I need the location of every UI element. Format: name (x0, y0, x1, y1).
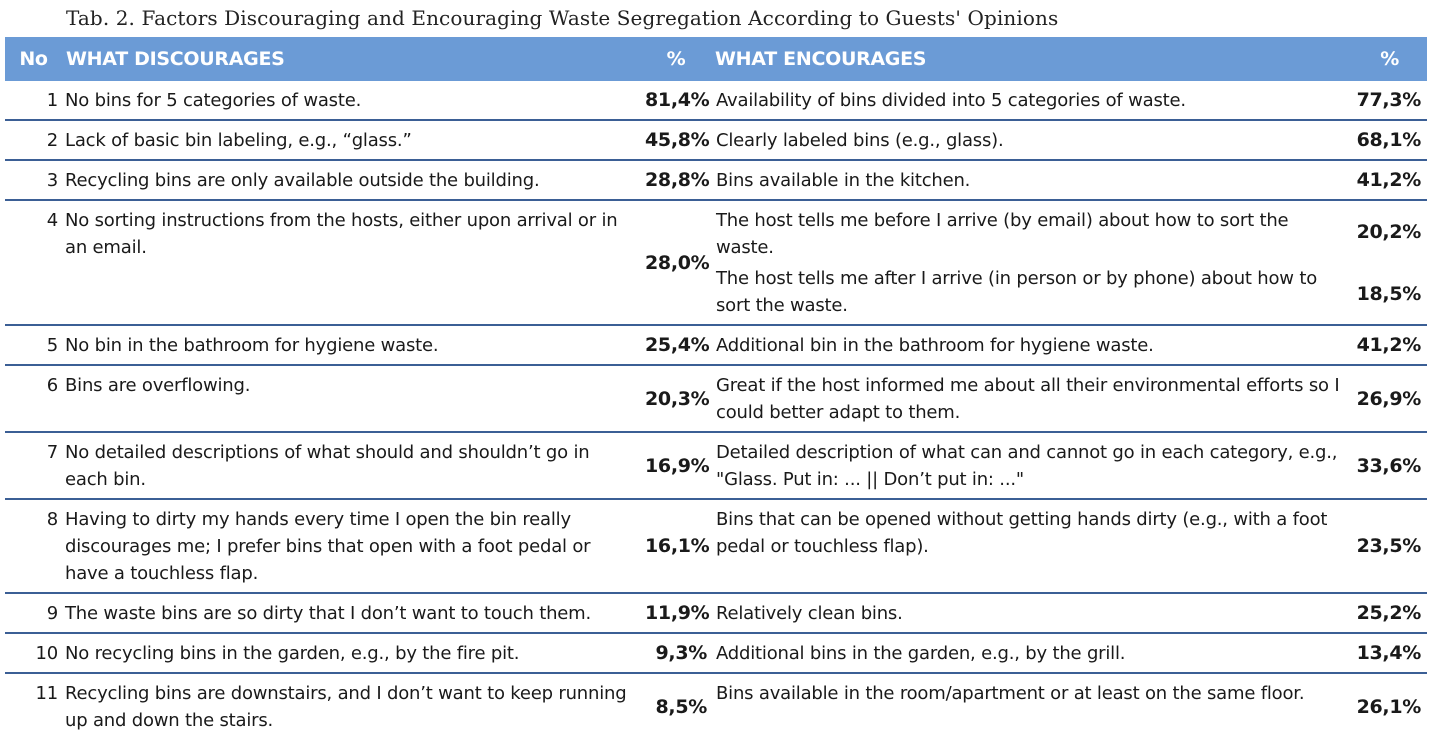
encourage-percent: 23,5% (1351, 499, 1427, 593)
discourage-percent: 28,0% (641, 200, 711, 325)
row-number: 5 (5, 325, 62, 365)
discourage-percent: 16,9% (641, 432, 711, 499)
discourage-text: Lack of basic bin labeling, e.g., “glass.” (62, 120, 641, 160)
discourage-percent: 28,8% (641, 160, 711, 200)
discourage-percent: 16,1% (641, 499, 711, 593)
table-row (5, 499, 1427, 593)
discourage-percent: 25,4% (641, 325, 711, 365)
table-row (5, 325, 1427, 365)
encourage-text: Bins that can be opened without getting hands dirty (e.g., with a foot pedal or touchless flap). (711, 499, 1351, 593)
row-number: 8 (5, 499, 62, 593)
discourage-text: No detailed descriptions of what should and shouldn’t go in each bin. (62, 432, 641, 499)
encourage-percent: 13,4% (1351, 633, 1427, 673)
encourage-text: Relatively clean bins. (711, 593, 1351, 633)
encourage-text: Great if the host informed me about all their environmental efforts so I could better adapt to them. (711, 365, 1351, 432)
discourage-percent: 81,4% (641, 81, 711, 120)
encourage-percent: 26,9% (1351, 365, 1427, 432)
encourage-text: Availability of bins divided into 5 categories of waste. (711, 81, 1351, 120)
table-row (5, 365, 1427, 432)
table-row (5, 593, 1427, 633)
row-number: 11 (35, 683, 58, 704)
encourage-text: Detailed description of what can and cannot go in each category, e.g., "Glass. Put in: ... || Don’t put in: ..." (711, 432, 1351, 499)
encourage-text: The host tells me after I arrive (in person or by phone) about how to sort the waste. (711, 263, 1351, 325)
row-number: 6 (5, 365, 62, 432)
discourage-text: Having to dirty my hands every time I open the bin really discourages me; I prefer bins that open with a foot pedal or have a touchless flap. (62, 499, 641, 593)
encourage-percent: 77,3% (1351, 81, 1427, 120)
discourage-text: No bin in the bathroom for hygiene waste. (62, 325, 641, 365)
discourage-percent: 20,3% (641, 365, 711, 432)
table-caption: Tab. 2. Factors Discouraging and Encouraging Waste Segregation According to Guests' Opinions (66, 6, 1059, 30)
factors-table (5, 37, 1427, 739)
table-row (5, 432, 1427, 499)
encourage-percent: 18,5% (1351, 263, 1427, 325)
header-encourages-pct: % (1351, 37, 1427, 81)
table-row (5, 120, 1427, 160)
discourage-text: Recycling bins are only available outside the building. (62, 160, 641, 200)
table-row (5, 673, 1427, 739)
header-no: No (5, 37, 62, 81)
row-number: 7 (5, 432, 62, 499)
discourage-percent: 45,8% (641, 120, 711, 160)
encourage-text: Clearly labeled bins (e.g., glass). (711, 120, 1351, 160)
encourage-text: Bins available in the room/apartment or at least on the same floor. (716, 683, 1305, 704)
encourage-percent: 41,2% (1351, 160, 1427, 200)
row-number: 10 (5, 633, 62, 673)
discourage-percent: 11,9% (641, 593, 711, 633)
row-number: 3 (5, 160, 62, 200)
encourage-text: Bins available in the kitchen. (711, 160, 1351, 200)
encourage-percent: 26,1% (1356, 695, 1421, 718)
encourage-percent: 33,6% (1351, 432, 1427, 499)
discourage-percent: 8,5% (655, 695, 707, 718)
encourage-percent: 41,2% (1351, 325, 1427, 365)
header-discourages-pct: % (641, 37, 711, 81)
encourage-percent: 68,1% (1351, 120, 1427, 160)
discourage-text: The waste bins are so dirty that I don’t want to touch them. (62, 593, 641, 633)
encourage-text: The host tells me before I arrive (by email) about how to sort the waste. (716, 210, 1289, 258)
encourage-percent: 20,2% (1356, 221, 1421, 243)
encourage-text: Additional bins in the garden, e.g., by the grill. (711, 633, 1351, 673)
table-row (5, 633, 1427, 673)
discourage-text: Bins are overflowing. (62, 365, 641, 432)
discourage-text: No recycling bins in the garden, e.g., by the fire pit. (62, 633, 641, 673)
row-number: 1 (5, 81, 62, 120)
header-encourages: WHAT ENCOURAGES (711, 37, 1351, 81)
discourage-text: No sorting instructions from the hosts, either upon arrival or in an email. (62, 200, 641, 325)
header-row (5, 37, 1427, 81)
discourage-text: No bins for 5 categories of waste. (62, 81, 641, 120)
row-number: 4 (5, 200, 62, 325)
row-number: 9 (5, 593, 62, 633)
row-number: 2 (5, 120, 62, 160)
table-row (5, 160, 1427, 200)
encourage-percent: 25,2% (1351, 593, 1427, 633)
discourage-percent: 9,3% (641, 633, 711, 673)
discourage-text: Recycling bins are downstairs, and I don’t want to keep running up and down the stairs. (65, 683, 627, 731)
header-discourages: WHAT DISCOURAGES (62, 37, 641, 81)
table-row (5, 200, 1427, 263)
encourage-text: Additional bin in the bathroom for hygiene waste. (711, 325, 1351, 365)
table-row (5, 81, 1427, 120)
